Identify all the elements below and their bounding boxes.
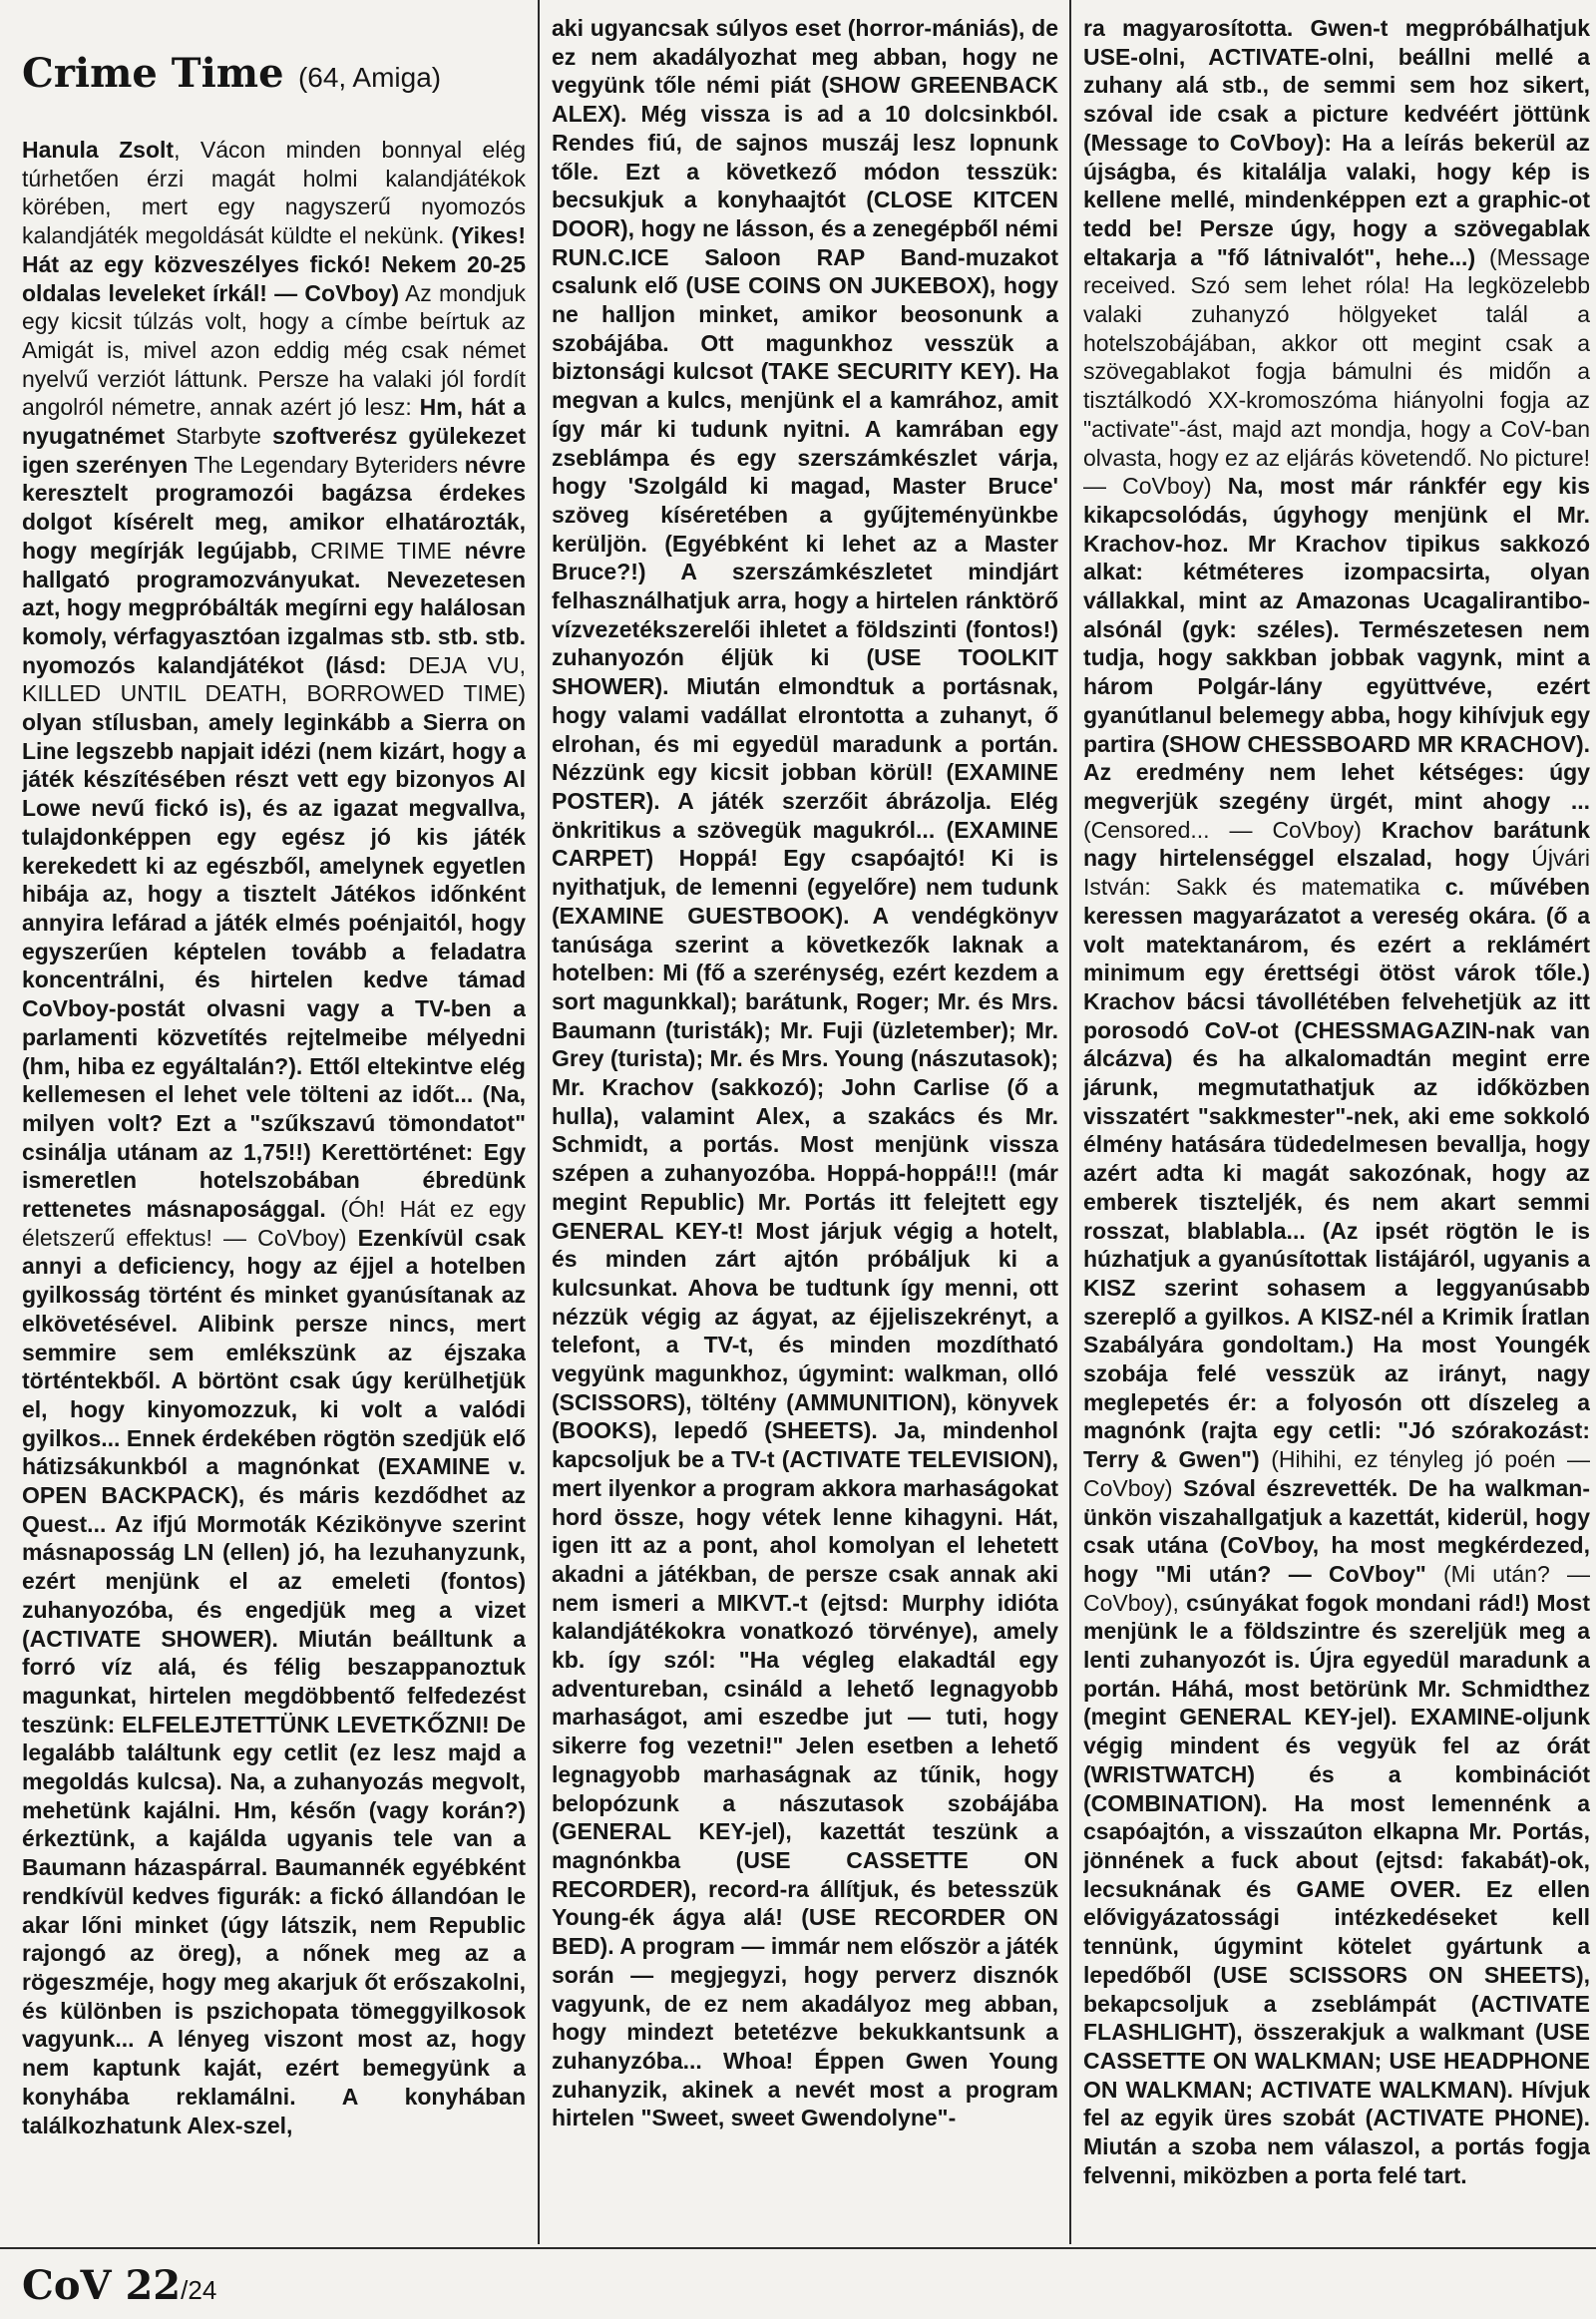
text-run: csúnyákat fogok mondani rád!) Most menjünk le a földszintre és szereljük meg a lenti zuhanyozót is. Újra egyedül maradunk a portán. Háhá, most betörünk Mr. Schmidthez (megint GENERAL KEY-jel). EXAMINE-oljunk végig mindent és vegyük fel az órát (WRISTWATCH) és a kombinációt (COMBINATION). Ha most lemennénk a csapóajtón, a visszaúton elkapna Mr. Portás, jönnének a fuck about (ejtsd: fakabát)-ok, lecsuknának és GAME OVER. Ez ellen elővigyázatossági intézkedéseket kell tennünk, úgymint kötelet gyártunk a lepedőből (USE SCISSORS ON SHEETS), bekapcsoljuk a zseblámpát (ACTIVATE FLASHLIGHT), összerakjuk a walkmant (USE CASSETTE ON WALKMAN; USE HEADPHONE ON WALKMAN; ACTIVATE WALKMAN). Hívjuk fel az egyik üres szobát (ACTIVATE PHONE). Miután a szoba nem válaszol, a portás fogja felvenni, miközben a porta felé tart. <box>1083 1589 1590 2188</box>
text-run: Hm, hát a nyugatnémet <box>22 394 526 450</box>
text-run: Ha legközelebb valaki zuhanyzó hölgyeket talál a hotelszobájában, akkor ott megint csak a szövegablakot fogja bámulni és midőn a tisztálkodó XX-kromoszóma hiányolni fogja az "activate"-ást, majd azt mondja, hogy a CoV-ban olvasta, hogy ez az eljárás követendő. No picture! — CoVboy) <box>1083 272 1590 500</box>
text-run: olyan stílusban, amely leginkább a Sierra on Line legszebb napjait idézi (nem kizárt, hogy a játék készítésében részt vett egy bizonyos Al Lowe nevű fickó is), és az igazat megvallva, tulajdonképpen egy egész jó kis játék kerekedett ki az egészből, amelynek egyetlen hibája az, hogy a tisztelt Játékos időnként annyira lefárad a játék elmés poénjaitól, hogy egyszerűen képtelen tovább a feladatra koncentrálni, és hirtelen kedve támad CoVboy-postát olvasni vagy a TV-ben a parlamenti közvetítés rejtelmeibe mélyedni (hm, hiba ez egyáltalán?). Ettől eltekintve elég kellemesen el lehet vele tölteni az időt... (Na, milyen volt? Ezt a "szűkszavú tömondatot" csinálja utánam az 1,75!!) Kerettörténet: Egy ismeretlen hotelszobában ébredünk rettenetes másnaposággal. <box>22 709 526 1223</box>
text-run: aki ugyancsak súlyos eset (horror-mániás), de ez nem akadályozhat meg abban, hogy ne vegyünk tőle némi piát (SHOW GREENBACK ALEX). Még vissza is ad a 10 dolcsinkból. Rendes fiú, de sajnos muszáj lesz lopnunk tőle. Ezt a következő módon tesszük: becsukjuk a konyhaajtót (CLOSE KITCEN DOOR), hogy ne lásson, és a zenegépből némi RUN.C.ICE Saloon RAP Band-muzakot csalunk elő (USE COINS ON JUKEBOX), hogy ne halljon minket, amikor beosonunk a szobájába. Ott magunkhoz vesszük a biztonsági kulcsot (TAKE SECURITY KEY). Ha megvan a kulcs, menjünk el a kamrához, amit így már ki tudunk nyitni. A kamrában egy zseblámpa és egy szerszámkészlet várja, hogy 'Szolgáld ki magad, Master Bruce' szöveg kíséretében a gyűjteményünkbe kerüljön. (Egyébként ki lehet az a Master Bruce?!) A szerszámkészletet mindjárt felhasználhatjuk arra, hogy a hirtelen ránktörő vízvezetékszerelői ihletet a földszinti (fontos!) zuhanyozón éljük ki (USE TOOLKIT SHOWER). Miután elmondtuk a portásnak, hogy valami vadállat elrontotta a zuhanyt, ő elrohan, és mi egyedül maradunk a portán. Nézzünk egy kicsit jobban körül! (EXAMINE POSTER). A játék szerzőit ábrázolja. Elég önkritikus a szövegük magukról... (EXAMINE CARPET) Hoppá! Egy csapóajtó! Ki is nyithatjuk, de lemenni (egyelőre) nem tudunk (EXAMINE GUESTBOOK). A vendégkönyv tanúsága szerint a következők laknak a hotelben: Mi (fő a szerénység, ezért kezdem a sort magunkkal); barátunk, Roger; Mr. és Mrs. Baumann (turisták); Mr. Fuji (üzletember); Mr. Grey (turista); Mr. és Mrs. Young (nászutasok); Mr. Krachov (sakkozó); John Carlise (ő a hulla), valamint Alex, a szakács és Mr. Schmidt, a portás. Most menjünk vissza szépen a zuhanyozóba. Hoppá-hoppá!!! (már megint Republic) Mr. Portás itt felejtett egy GENERAL KEY-t! Most járjuk végig a hotelt, és minden zárt ajtón próbáljuk ki a kulcsunkat. Ahova be tudtunk így menni, ott nézzük végig az ágyat, az éjjeliszekrényt, a telefont, a TV-t, és minden mozdítható vegyünk magunkhoz, úgymint: walkman, olló (SCISSORS), töltény (AMMUNITION), könyvek (BOOKS), lepedő (SHEETS). Ja, mindenhol kapcsoljuk be a TV-t (ACTIVATE TELEVISION), mert ilyenkor a program akkora marhaságokat hord össze, hogy vétek lenne kihagyni. Hát, igen itt az a pont, ahol komolyan el lehetett akadni a játékban, de persze csak annak aki nem ismeri a MIKVT.-t (ejtsd: Murphy idióta kalandjátékokra vonatkozó törvénye), amely kb. így szól: "Ha végleg elakadtál egy adventureban, csináld a lehető legnagyobb marhaságot, ami eszedbe jut — tuti, hogy sikerre fog vezetni!" Jelen esetben a lehető legnagyobb marhaságnak az tűnik, hogy belopózunk a nászutasok szobájába (GENERAL KEY-jel), kazettát teszünk a magnónkba (USE CASSETTE ON RECORDER), record-ra állítjuk, és betesszük Young-ék ágya alá! (USE RECORDER ON BED). A program — immár nem először a játék során — megjegyzi, hogy perverz disznók vagyunk, de ez nem akadályoz meg abban, hogy mindezt betetézve bekukkantsunk a zuhanyzóba... Whoa! Éppen Gwen Young zuhanyzik, akinek a nevét most a program hirtelen "Sweet, sweet Gwendolyne"- <box>552 15 1058 2131</box>
column-divider <box>1069 0 1071 2244</box>
text-run: Starbyte <box>165 423 273 450</box>
text-run: (Óh! Hát ez egy életszerű effektus! — CoVboy) <box>22 1196 526 1251</box>
text-run: (Censored... — CoVboy) <box>1083 816 1382 843</box>
article-header <box>22 50 526 97</box>
text-run: szoftverész gyülekezet igen szerényen <box>22 423 526 478</box>
article-column-3 <box>1083 14 1590 2243</box>
article-column-1 <box>22 14 526 2243</box>
article-text <box>552 14 1058 2132</box>
text-run: Újvári István: Sakk és matematika <box>1083 845 1590 901</box>
column-divider <box>538 0 540 2244</box>
text-run: névre hallgató programozványukat. Nevezetesen azt, hogy megpróbálták megírni egy halálosan komoly, vérfagyasztóan izgalmas stb. stb. stb. nyomozós kalandjátékot (lásd: <box>22 537 526 678</box>
text-run: , Vácon minden bonnyal elég túrhetően érzi magát holmi kalandjátékok körében, mert egy nagyszerű nyomozós kalandjáték megoldását küldte el nekünk. <box>22 137 526 249</box>
article-title: Crime Time <box>22 50 284 97</box>
magazine-issue: CoV 22 <box>22 2262 182 2309</box>
text-run: (Mi után? — CoVboy), <box>1083 1560 1590 1616</box>
text-run: ra magyarosította. Gwen-t megpróbálhatjuk USE-olni, ACTIVATE-olni, beállni mellé a zuhany alá stb., de semmi sem hoz sikert, szóval ide csak a picture kedvéért jöttünk (Message to CoVboy): Ha a leírás bekerül az újságba, és kitalálja valaki, hogy kép is kellene mellé, mindenképpen ezt a graphic-ot tedd be! Persze úgy, hogy a szövegablak eltakarja a "fő látnivalót", hehe...) <box>1083 15 1590 270</box>
text-run: Na, most már ránkfér egy kis kikapcsolódás, úgyhogy menjünk el Mr. Krachov-hoz. Mr Krachov tipikus sakkozó alkat: kétméteres izompacsirta, olyan vállakkal, mint az Amazonas Ucagalirantibo-alsónál (gyk: széles). Természetesen nem tudja, hogy sakkban jobbak vagynk, mint a három Polgár-lány együttvéve, ezért gyanútlanul belemegy abba, hogy kihívjuk egy partira (SHOW CHESSBOARD MR KRACHOV). Az eredmény nem lehet kétséges: úgy megverjük szegény ürgét, mint ahogy ... <box>1083 473 1590 814</box>
text-run: Az mondjuk egy kicsit túlzás volt, hogy a címbe beírtuk az Amigát is, mivel azon eddig még csak német nyelvű verziót láttunk. Persze ha valaki jól fordít angolról németre, annak azért jó lesz: <box>22 279 526 421</box>
text-run: c. művében keressen magyarázatot a vereség okára. (ő a volt matektanárom, és ezért a reklámért minimum egy érettségi ötöst várok tőle.) Krachov bácsi távollétében felvehetjük az itt porosodó CoV-ot (CHESSMAGAZIN-nak van álcázva) és ha alkalomadtán megint erre járunk, megmutathatjuk az időközben visszatért "sakkmester"-nek, aki eme sokkoló élmény hatására tüdedelmesen bevallja, hogy azért adta ki magát sakozónak, hogy az emberek tiszteljék, és nem akart semmi rosszat, blablabla... (Az ipsét rögtön le is húzhatjuk a gyanúsítottak listájáról, ugyanis a KISZ szerint sohasem a leggyanúsabb szereplő a gyilkos. A KISZ-nél a Krimik Íratlan Szabályára gondoltam.) Ha most Youngék szobája felé vesszük az irányt, nagy meglepetés ér: a folyosón ott díszeleg a magnónk (rajta egy cetli: "Jó szórakozást: Terry & Gwen") <box>1083 874 1590 1473</box>
footer-divider <box>0 2247 1596 2249</box>
text-run: (Hihihi, ez tényleg jó poén — CoVboy) <box>1083 1446 1590 1501</box>
article-column-2 <box>552 14 1058 2243</box>
text-run: (Yikes! Hát az egy közveszélyes fickó! Nekem 20-25 oldalas leveleket írkál! — CoVboy) <box>22 222 526 306</box>
text-run: Hanula Zsolt <box>22 137 175 163</box>
text-run: névre keresztelt programozói bagázsa érdekes dolgot kísérelt meg, amikor elhatározták, hogy megírják legújabb, <box>22 451 526 564</box>
text-run: The Legendary Byteriders <box>188 451 465 478</box>
text-run: Krachov barátunk nagy hirtelenséggel elszalad, hogy <box>1083 816 1590 872</box>
text-run: CRIME TIME <box>297 537 465 564</box>
page-footer <box>22 2262 217 2309</box>
article-text <box>1083 14 1590 2189</box>
text-run: Ezenkívül csak annyi a deficiency, hogy az éjjel a hotelben gyilkosság történt és minket gyanúsítanak az elkövetésével. Alibink persze nincs, mert semmire sem emlékszünk az éjszaka történtekből. A börtönt csak úgy kerülhetjük el, hogy kinyomozzuk, ki volt a valódi gyilkos... Ennek érdekében rögtön szedjük elő hátizsákunkból a magnónkat (EXAMINE v. OPEN BACKPACK), és máris kezdődhet az Quest... Az ifjú Mormoták Kézikönyve szerint másnaposság LN (ellen) jó, ha lezuhanyzunk, ezért menjünk el az emeleti (fontos) zuhanyozóba, és engedjük meg a vizet (ACTIVATE SHOWER). Miután beálltunk a forró víz alá, és félig beszappanoztuk magunkat, hirtelen megdöbbentő felfedezést teszünk: ELFELEJTETTÜNK LEVETKŐZNI! De legalább találtunk egy cetlit (ez lesz majd a megoldás kulcsa). Na, a zuhanyozás megvolt, mehetünk kajálni. Hm, későn (vagy korán?) érkeztünk, a kajálda ugyanis tele van a Baumann házaspárral. Baumannék egyébként rendkívül kedves figurák: a fickó állandóan le akar lőni minket (úgy látszik, nem Republic rajongó az öreg), a nőnek meg az a rögeszméje, hogy meg akarjuk őt erőszakolni, és különben is pszichopata tömeggyilkosok vagyunk... A lényeg viszont most az, hogy nem kaptunk kaját, ezért bemegyünk a konyhába reklamálni. A konyhában találkozhatunk Alex-szel, <box>22 1224 526 2138</box>
text-run: (Message received. Szó sem lehet róla! <box>1083 243 1590 299</box>
text-run: Szóval észrevették. De ha walkman-ünkön viszahallgatjuk a kazettát, kiderül, hogy csak utána (CoVboy, ha most megkérdezed, hogy "Mi után? — CoVboy" <box>1083 1474 1590 1587</box>
article-platform: (64, Amiga) <box>297 62 442 93</box>
page-number: /24 <box>181 2275 217 2305</box>
text-run: DEJA VU, KILLED UNTIL DEATH, BORROWED TIME) <box>22 651 526 707</box>
article-text <box>22 136 526 2139</box>
